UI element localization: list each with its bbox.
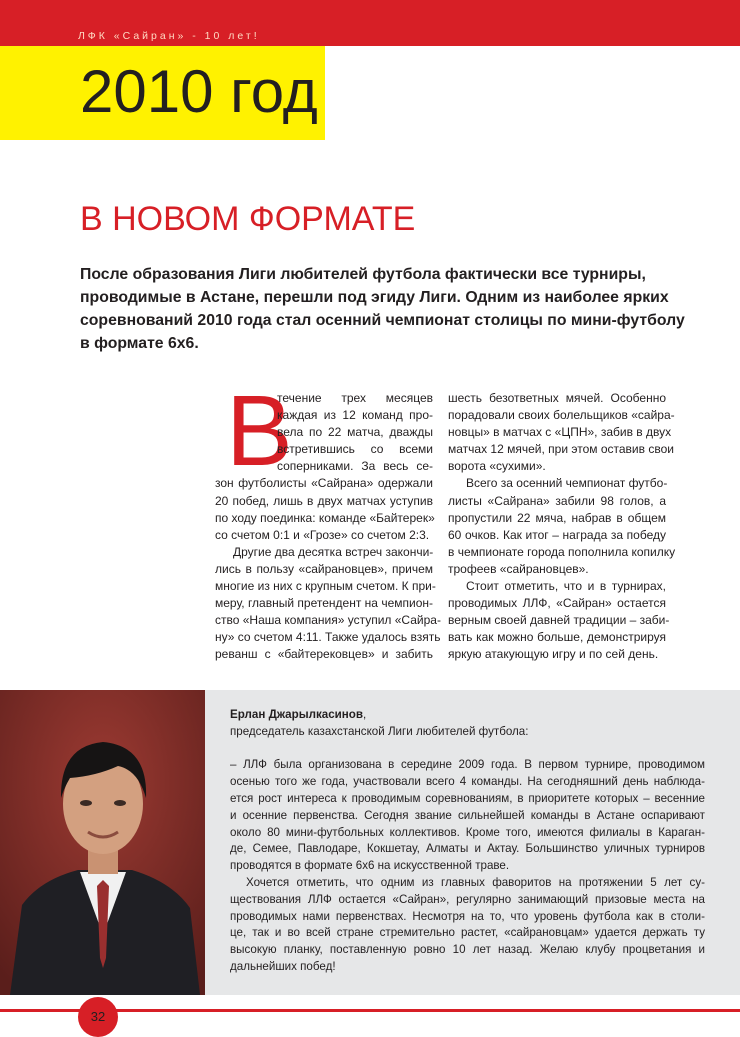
body-line: ворота «сухими». bbox=[448, 459, 546, 474]
body-line: Всего за осенний чемпионат футбо- bbox=[466, 476, 668, 491]
article-lead bbox=[80, 263, 690, 355]
quote-line: около 80 мини-футбольных коллективов. Кроме того, имеются филиалы в Караган- bbox=[230, 825, 705, 839]
body-line: трофеев «сайрановцев». bbox=[448, 561, 589, 576]
quote-line: проводятся в формате 6х6 на искусственной траве. bbox=[230, 859, 510, 873]
year-title: 2010 год bbox=[80, 58, 318, 125]
body-line: со счетом 0:1 и «Грозе» со счетом 2:3. bbox=[215, 527, 430, 542]
body-line: течение трех месяцев bbox=[277, 391, 433, 405]
body-line: в чемпионате города пополнила копилку bbox=[448, 544, 676, 559]
body-line: 60 очков. Как итог – награда за победу bbox=[448, 527, 666, 542]
body-line: многие из них с крупным счетом. К при- bbox=[215, 579, 436, 594]
page-number: 32 bbox=[90, 1009, 106, 1024]
body-line: листы «Сайрана» забили 98 голов, а bbox=[448, 493, 666, 508]
quote-line: дальнейших побед! bbox=[230, 959, 336, 973]
body-line: Другие два десятка встреч закончи- bbox=[233, 544, 434, 559]
article-column-1 bbox=[215, 390, 441, 664]
article-headline: В НОВОМ ФОРМАТЕ bbox=[80, 200, 416, 238]
drop-cap-letter: В bbox=[226, 375, 293, 487]
quote-line: де, Семее, Павлодаре, Кокшетау, Алматы и Актау. Большинство уличных турниров bbox=[230, 842, 705, 856]
year-banner bbox=[0, 46, 325, 140]
body-line: Стоит отметить, что и в турнирах, bbox=[466, 579, 666, 594]
body-line: по ходу поединка: команде «Байтерек» bbox=[215, 510, 435, 525]
body-line: 20 побед, лишь в двух матчах уступив bbox=[215, 493, 433, 508]
quote-block bbox=[230, 707, 705, 976]
quote-line: осенью того же года, участвовали всего 4 команды. На сегодняшний день наблюда- bbox=[230, 775, 705, 789]
body-line: новцы» в матчах с «ЦПН», забив в двух bbox=[448, 425, 672, 440]
body-line: порадовали своих болельщиков «сайра- bbox=[448, 408, 675, 423]
quote-author-name: Ерлан Джарылкасинов bbox=[230, 708, 364, 721]
body-line: зон футболисты «Сайрана» одержали bbox=[215, 476, 433, 491]
body-line: ство «Наша компания» уступил «Сайра- bbox=[215, 613, 441, 628]
lead-line: проводимые в Астане, перешли под эгиду Лиги. Одним из наиболее ярких bbox=[80, 289, 669, 306]
body-line: меру, главный претендент на чемпион- bbox=[215, 596, 433, 611]
quote-line: ется рост интереса к проводимым соревнованиям, в приоритете которых – весенние bbox=[230, 791, 705, 805]
top-header-bar bbox=[0, 0, 740, 46]
body-line: соперниками. За весь се- bbox=[277, 459, 433, 474]
body-line: ну» со счетом 4:11. Также удалось взять bbox=[215, 630, 441, 645]
lead-line: соревнований 2010 года стал осенний чемпионат столицы по мини-футболу bbox=[80, 312, 685, 329]
portrait-illustration bbox=[0, 690, 205, 995]
quote-line: Хочется отметить, что одним из главных фаворитов на протяжении 5 лет су- bbox=[246, 875, 705, 889]
body-line: шесть безответных мячей. Особенно bbox=[448, 391, 666, 405]
article-column-2 bbox=[448, 390, 676, 664]
body-line: пропустили 22 мяча, набрав в общем bbox=[448, 510, 666, 525]
body-line: вела по 22 матча, дважды bbox=[277, 425, 433, 440]
quote-line: ществования ЛЛФ остается «Сайран», регулярно занимающий призовые места на bbox=[230, 892, 705, 906]
quote-line: це, так и во всей стране стремительно растет, «сайрановцам» удается держать ту bbox=[230, 926, 705, 940]
body-line: проводимых ЛЛФ, «Сайран» остается bbox=[448, 596, 666, 611]
body-line: реванш с «байтерековцев» и забить bbox=[215, 647, 433, 662]
body-line: лись в пользу «сайрановцев», причем bbox=[215, 561, 433, 576]
quote-author-position: председатель казахстанской Лиги любителей футбола: bbox=[230, 724, 529, 738]
running-title: ЛФК «Сайран» - 10 лет! bbox=[78, 30, 260, 42]
quote-line: высокую планку, поставленную ровно 10 лет назад. Желаю клубу процветания и bbox=[230, 943, 705, 957]
quote-author-suffix: , bbox=[363, 708, 367, 721]
quote-spacer bbox=[230, 741, 705, 758]
body-line: верным своей давней традиции – заби- bbox=[448, 613, 670, 628]
quote-line: проводимых нами первенствах. Несмотря на то, что уровень футбола как в столи- bbox=[230, 909, 705, 923]
quote-attribution bbox=[230, 707, 705, 724]
quote-line: – ЛЛФ была организована в середине 2009 года. В первом турнире, проводимом bbox=[230, 758, 705, 772]
lead-line: в формате 6х6. bbox=[80, 335, 199, 352]
body-line: матчах 12 мячей, при этом оставив свои bbox=[448, 442, 674, 457]
body-line: каждая из 12 команд про- bbox=[277, 408, 433, 423]
body-line: яркую атакующую игру и по сей день. bbox=[448, 647, 659, 662]
body-line: встретившись со всеми bbox=[277, 442, 433, 457]
portrait-photo bbox=[0, 690, 205, 995]
lead-line: После образования Лиги любителей футбола фактически все турниры, bbox=[80, 266, 646, 283]
body-line: вать как можно больше, демонстрируя bbox=[448, 630, 666, 645]
page-number-badge bbox=[78, 997, 118, 1037]
quote-line: и осенние первенства. Сегодня звание сильнейшей команды в Астане оспаривают bbox=[230, 808, 705, 822]
